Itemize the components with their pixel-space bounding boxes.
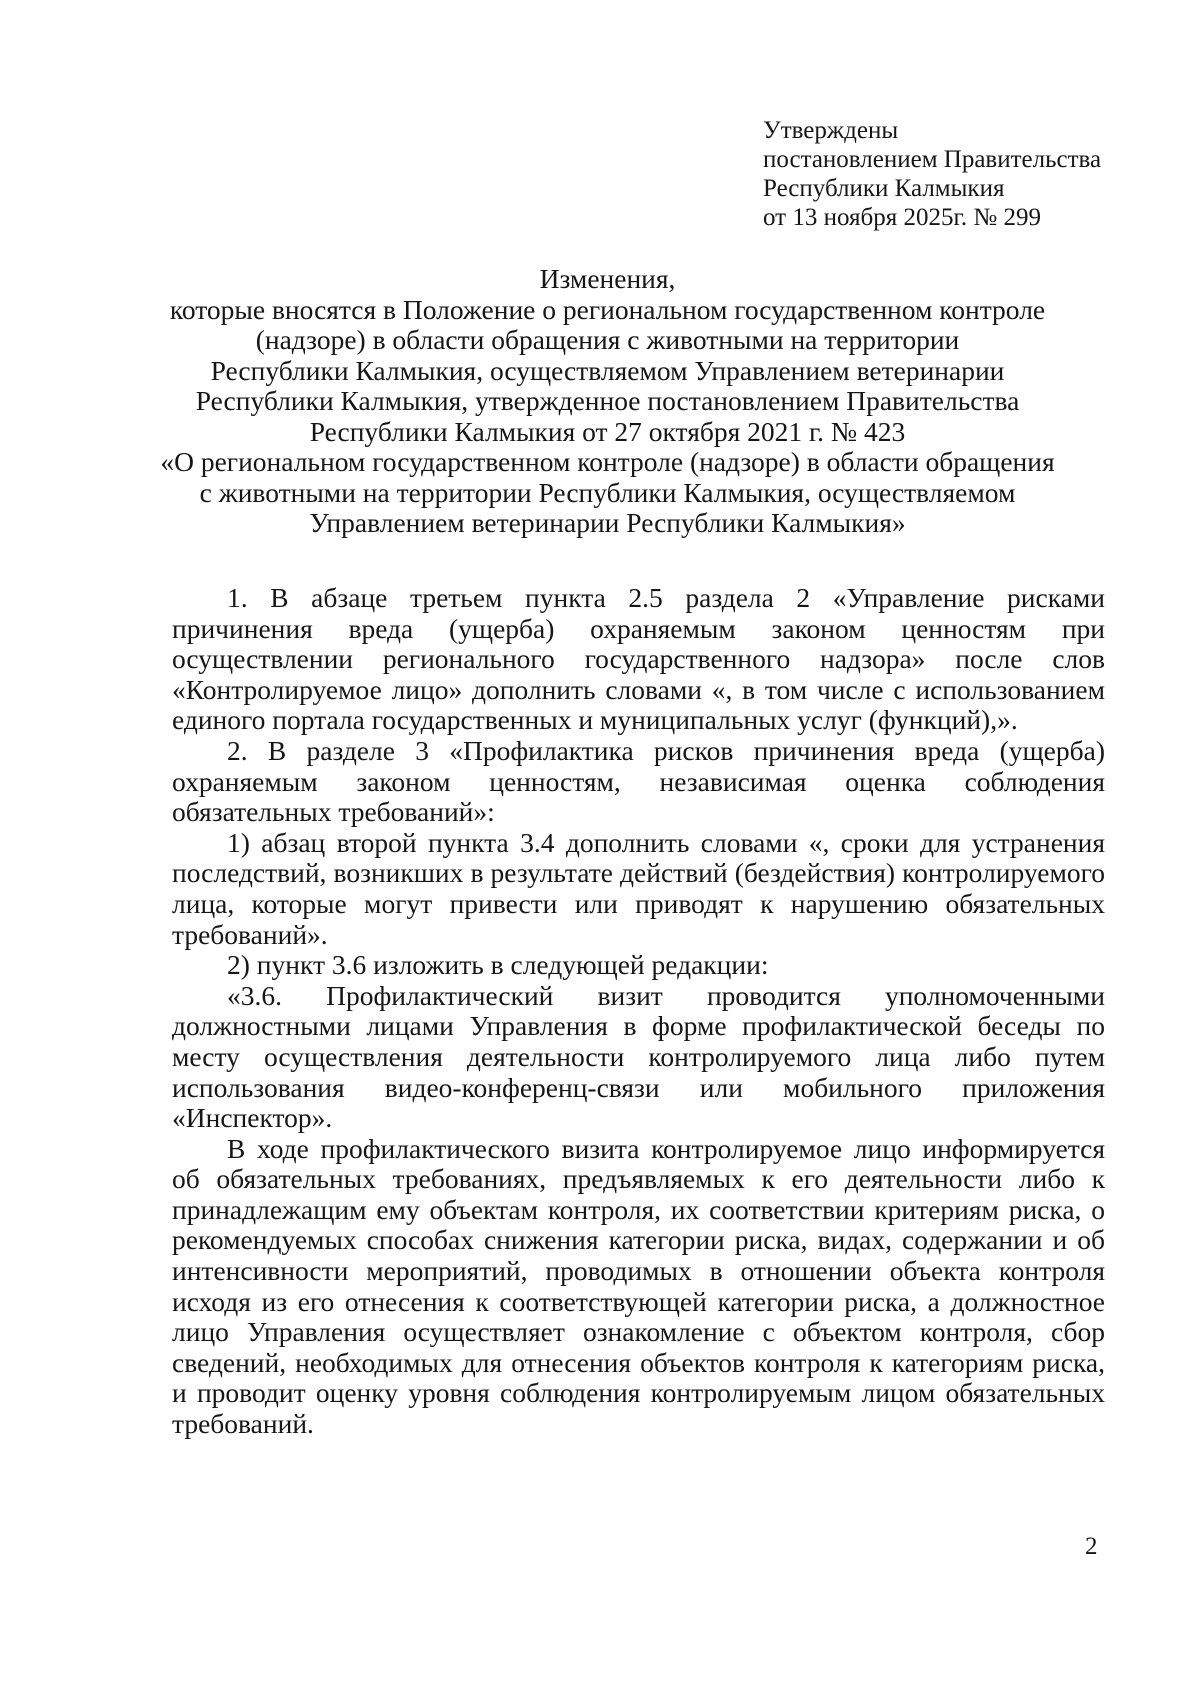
body-paragraph: «3.6. Профилактический визит проводится уполномоченными должностными лицами Управления в форме профилактической беседы по месту осуществления деятельности контролируемого лица либо путем использования видео-конференц-связи или мобильного приложения «Инспектор». xyxy=(172,979,1105,1134)
title-line: (надзоре) в области обращения с животными на территории xyxy=(255,324,960,355)
approval-stamp xyxy=(763,116,1163,232)
body-paragraph: 1) абзац второй пункта 3.4 дополнить словами «, сроки для устранения последствий, возникших в результате действий (бездействия) контролируемого лица, которые могут привести или приводят к нарушению обязательных требований». xyxy=(172,826,1105,950)
body-paragraph: 1. В абзаце третьем пункта 2.5 раздела 2 «Управление рисками причинения вреда (ущерба) охраняемым законом ценностям при осуществлении регионального государственного надзора» после слов «Контролируемое лицо» дополнить словами «, в том числе с использованием единого портала государственных и муниципальных услуг (функций),». xyxy=(172,582,1105,736)
title-line: Управлением ветеринарии Республики Калмыкия» xyxy=(309,507,906,538)
body-paragraph: 2) пункт 3.6 изложить в следующей редакции: xyxy=(227,949,769,981)
document-title xyxy=(150,264,1065,539)
body-paragraph: В ходе профилактического визита контролируемое лицо информируется об обязательных требованиях, предъявляемых к его деятельности либо к принадлежащим ему объектам контроля, их соответствии критериям риска, о рекомендуемых способах снижения категории риска, видах, содержании и об интенсивности мероприятий, проводимых в отношении объекта контроля исходя из его отнесения к соответствующей категории риска, а должностное лицо Управления осуществляет ознакомление с объектом контроля, сбор сведений, необходимых для отнесения объектов контроля к категориям риска, и проводит оценку уровня соблюдения контролируемым лицом обязательных требований. xyxy=(172,1132,1105,1440)
title-line: Республики Калмыкия, осуществляемом Управлением ветеринарии xyxy=(210,354,1005,386)
title-line: Республики Калмыкия, утвержденное постановлением Правительства xyxy=(195,385,1020,416)
approval-line: постановлением Правительства xyxy=(763,146,1102,173)
title-line: Республики Калмыкия от 27 октября 2021 г. № 423 xyxy=(309,415,906,447)
approval-line: Республики Калмыкия xyxy=(763,175,1005,202)
approval-line: Утверждены xyxy=(763,117,899,144)
approval-line: от 13 ноября 2025г. № 299 xyxy=(763,204,1042,231)
body-paragraph: 2. В разделе 3 «Профилактика рисков причинения вреда (ущерба) охраняемым законом ценностям, независимая оценка соблюдения обязательных требований»: xyxy=(172,734,1105,828)
title-line: Изменения, xyxy=(539,263,676,294)
document-body xyxy=(172,583,1105,1440)
title-line: с животными на территории Республики Калмыкия, осуществляемом xyxy=(199,476,1016,508)
page-number: 2 xyxy=(1085,1533,1098,1560)
title-line: «О региональном государственном контроле (надзоре) в области обращения xyxy=(160,446,1055,477)
title-line: которые вносятся в Положение о региональном государственном контроле xyxy=(169,293,1046,325)
